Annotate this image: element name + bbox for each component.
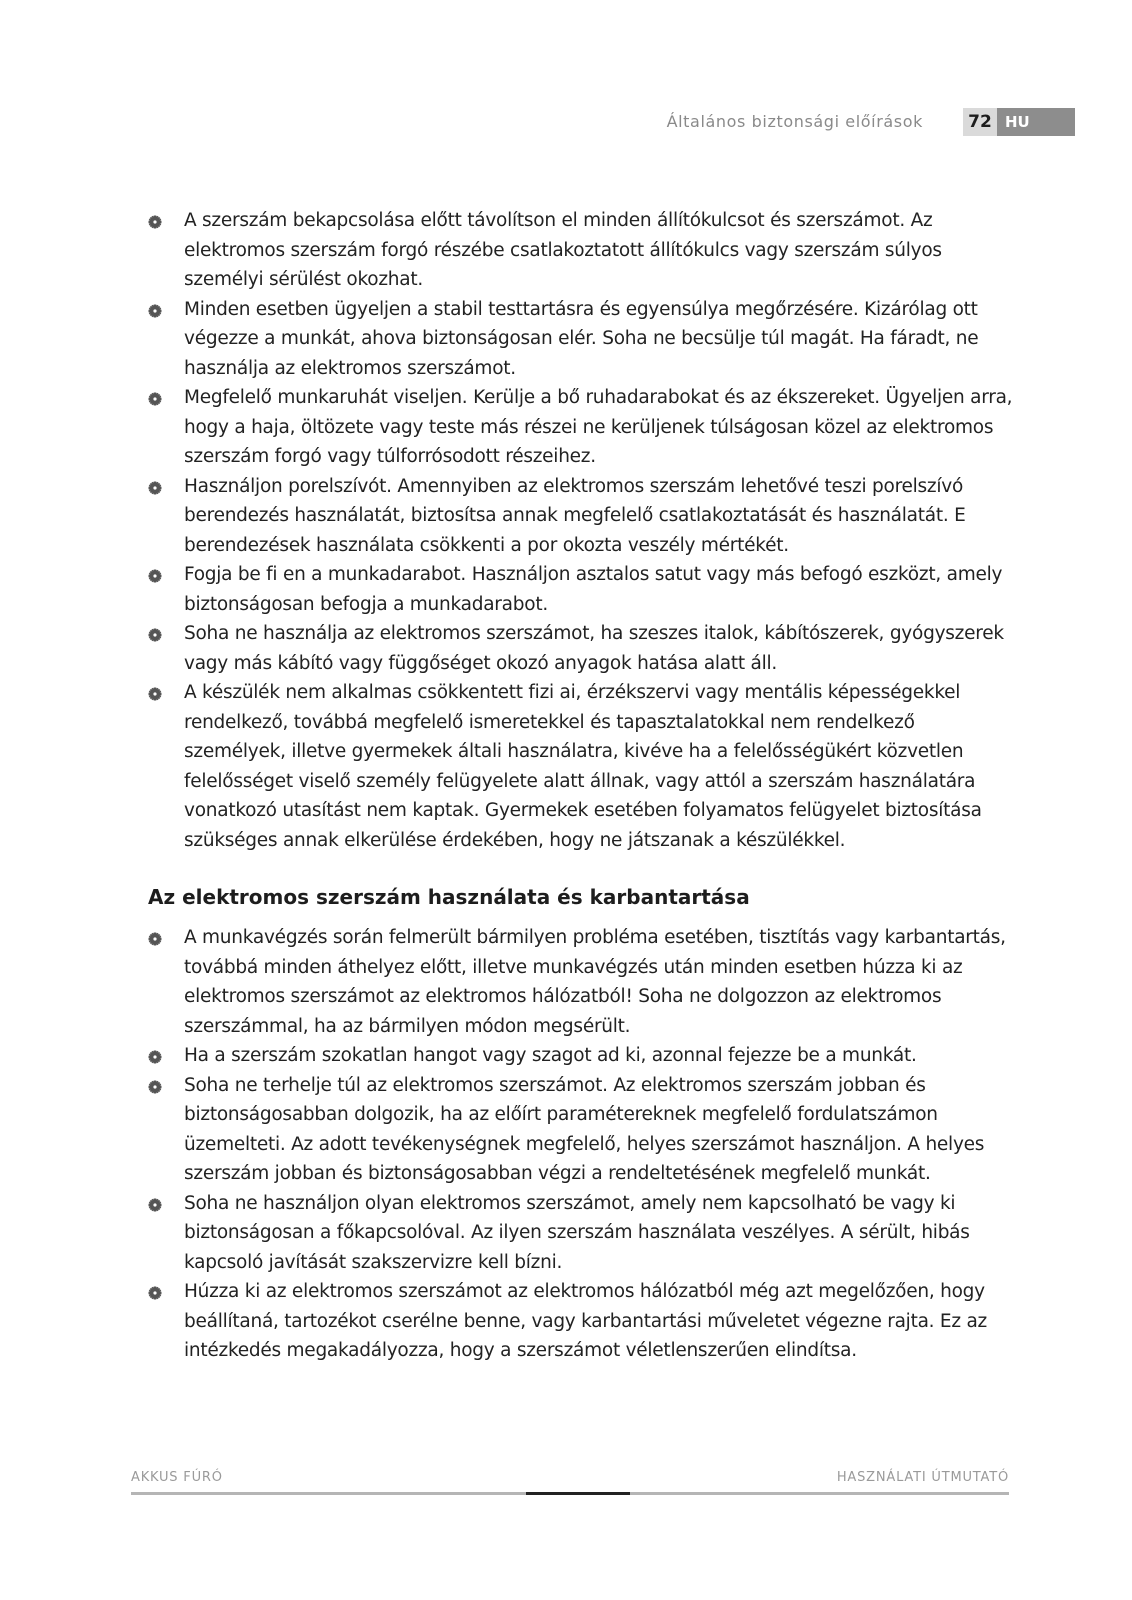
footer-rule-mark [526,1492,630,1495]
safety-list-tool-use [148,923,1018,1366]
gear-bullet-icon [148,569,162,583]
section-heading: Az elektromos szerszám használata és karbantartása [148,885,750,909]
header-title: Általános biztonsági előírások [666,112,923,131]
footer-product-name: AKKUS FÚRÓ [131,1470,223,1485]
list-item [148,1071,1018,1189]
list-item [148,923,1018,1041]
list-item-text: Húzza ki az elektromos szerszámot az elektromos hálózatból még azt megelőzően, hogy beállítaná, tartozékot cserélne benne, vagy karbantartási műveletet végezne rajta. Ez az intézkedés megakadályozza, hogy a szerszámot véletlenszerűen elindítsa. [184,1281,988,1361]
list-item-text: Soha ne terhelje túl az elektromos szerszámot. Az elektromos szerszám jobban és biztonságosabban dolgozik, ha az előírt paramétereknek megfelelő fordulatszámon üzemelteti. Az adott tevékenységnek megfelelő, helyes szerszámot használjon. A helyes szerszám jobban és biztonságosabban végzi a rendeltetésének megfelelő munkát. [184,1074,985,1184]
list-item-text: A munkavégzés során felmerült bármilyen probléma esetében, tisztítás vagy karbantartás, továbbá minden áthelyez előtt, illetve munkavégzés után minden esetben húzza ki az elektromos szerszámot az elektromos hálózatból! Soha ne dolgozzon az elektromos szerszámmal, ha az bármilyen módon megsérült. [184,927,1006,1037]
gear-bullet-icon [148,1286,162,1300]
list-item [148,383,1018,472]
page-number: 72 [963,108,997,136]
list-item [148,472,1018,561]
gear-bullet-icon [148,304,162,318]
list-item-text: A szerszám bekapcsolása előtt távolítson el minden állítókulcsot és szerszámot. Az elektromos szerszám forgó részébe csatlakoztatott állítókulcs vagy szerszám súlyos személyi sérülést okozhat. [184,210,942,290]
list-item-text: Soha ne használja az elektromos szerszámot, ha szeszes italok, kábítószerek, gyógyszerek vagy más kábító vagy függőséget okozó anyagok hatása alatt áll. [184,623,1004,674]
main-content [148,206,1018,1366]
gear-bullet-icon [148,1198,162,1212]
gear-bullet-icon [148,932,162,946]
gear-bullet-icon [148,628,162,642]
page-header [667,108,1075,136]
list-item [148,1041,1018,1071]
footer-manual-label: HASZNÁLATI ÚTMUTATÓ [836,1470,1009,1485]
language-badge: HU [997,108,1075,136]
list-item [148,1277,1018,1366]
gear-bullet-icon [148,392,162,406]
gear-bullet-icon [148,481,162,495]
list-item-text: Használjon porelszívót. Amennyiben az elektromos szerszám lehetővé teszi porelszívó berendezés használatát, biztosítsa annak megfelelő csatlakoztatását és használatát. E berendezések használata csökkenti a por okozta veszély mértékét. [184,475,966,556]
list-item-text: A készülék nem alkalmas csökkentett fizi ai, érzékszervi vagy mentális képességekkel rendelkező, továbbá megfelelő ismeretekkel és tapasztalatokkal nem rendelkező személyek, illetve gyermekek általi használatra, kivéve ha a felelősségükért közvetlen felelősséget viselő személy felügyelete alatt állnak, vagy attól a szerszám használatára vonatkozó utasítást nem kaptak. Gyermekek esetében folyamatos felügyelet biztosítása szükséges annak elkerülése érdekében, hogy ne játszanak a készülékkel. [184,682,982,851]
list-item-text: Megfelelő munkaruhát viseljen. Kerülje a bő ruhadarabokat és az ékszereket. Ügyeljen arra, hogy a haja, öltözete vagy teste más részei ne kerüljenek túlságosan közel az elektromos szerszám forgó vagy túlforrósodott részeihez. [184,387,1013,467]
list-item [148,206,1018,295]
list-item-text: Fogja be fi en a munkadarabot. Használjon asztalos satut vagy más befogó eszközt, amely biztonságosan befogja a munkadarabot. [184,564,1003,615]
gear-bullet-icon [148,1050,162,1064]
list-item-text: Ha a szerszám szokatlan hangot vagy szagot ad ki, azonnal fejezze be a munkát. [184,1045,917,1066]
gear-bullet-icon [148,1080,162,1094]
gear-bullet-icon [148,215,162,229]
list-item [148,678,1018,855]
list-item [148,560,1018,619]
list-item-text: Soha ne használjon olyan elektromos szerszámot, amely nem kapcsolható be vagy ki biztonságosan a főkapcsolóval. Az ilyen szerszám használata veszélyes. A sérült, hibás kapcsoló javítását szakszervizre kell bízni. [184,1192,970,1273]
list-item-text: Minden esetben ügyeljen a stabil testtartásra és egyensúlya megőrzésére. Kizárólag ott végezze a munkát, ahova biztonságosan elér. Soha ne becsülje túl magát. Ha fáradt, ne használja az elektromos szerszámot. [184,298,979,379]
safety-list-personal [148,206,1018,855]
list-item [148,295,1018,384]
list-item [148,619,1018,678]
list-item [148,1189,1018,1278]
gear-bullet-icon [148,687,162,701]
